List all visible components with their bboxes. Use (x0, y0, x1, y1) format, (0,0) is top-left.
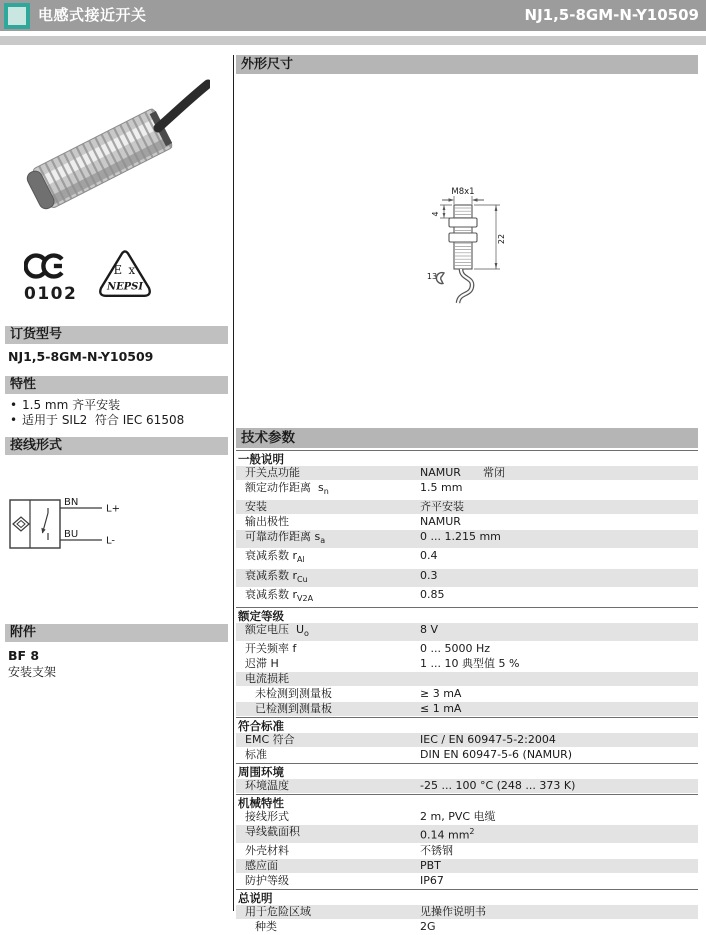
tech-subsection-title: 总说明 (236, 889, 698, 905)
tech-subsection-title: 周围环境 (236, 763, 698, 779)
spec-row (236, 549, 698, 568)
spec-row (236, 920, 698, 935)
spec-label: 感应面 (245, 858, 278, 872)
nepsi-label: NEPSI (106, 281, 144, 293)
spec-value: 0.3 (420, 568, 438, 582)
accessories-section-heading: 附件 (5, 624, 228, 642)
spec-value: 2 m, PVC 电缆 (420, 810, 496, 824)
dim-front-label: 4 (431, 211, 440, 217)
spec-value: IEC / EN 60947-5-2:2004 (420, 733, 556, 747)
spec-value: 见操作说明书 (420, 904, 486, 918)
spec-label: 未检测到测量板 (255, 687, 332, 701)
tech-subsection-title: 机械特性 (236, 794, 698, 810)
spec-row (236, 702, 698, 717)
spec-row (236, 733, 698, 748)
spec-value: 2G (420, 919, 436, 933)
spec-value: 8 V (420, 622, 439, 636)
spec-row (236, 642, 698, 657)
spec-value: 0.4 (420, 549, 438, 563)
terminal-label-lminus: L- (106, 535, 116, 547)
spec-row (236, 779, 698, 794)
spec-value: 0.85 (420, 587, 445, 601)
tech-subsection-title: 一般说明 (236, 450, 698, 466)
spec-label: 衰减系数 $r_{Al}$ (245, 549, 305, 565)
spec-value: -25 ... 100 °C (248 ... 373 K) (420, 779, 576, 793)
spec-value: 1 ... 10 典型值 5 % (420, 657, 520, 671)
spec-label: 衰减系数 $r_{V2A}$ (245, 587, 314, 603)
spec-row (236, 500, 698, 515)
column-divider (233, 55, 234, 911)
hex-nut (449, 233, 477, 242)
spec-label: 额定电压 $U_o$ (245, 622, 309, 639)
spec-label: 标准 (245, 748, 267, 762)
switch-symbol-icon (43, 508, 49, 540)
spec-row (236, 905, 698, 920)
spec-label: 开关频率 f (245, 642, 297, 656)
spec-row (236, 657, 698, 672)
spec-row (236, 844, 698, 859)
spec-value: 0 ... 5000 Hz (420, 642, 491, 656)
brand-square-icon (4, 3, 30, 29)
spec-label: 可靠动作距离 $s_a$ (245, 530, 326, 546)
tech-table (236, 450, 698, 935)
wire-label-bu: BU (64, 529, 79, 540)
spec-value: ≥ 3 mA (420, 687, 462, 701)
ce-mark-icon (24, 252, 66, 280)
dimension-drawing (402, 185, 542, 317)
spec-label: 衰减系数 $r_{Cu}$ (245, 568, 308, 584)
features-list (8, 398, 224, 428)
spec-row (236, 672, 698, 687)
spec-row (236, 859, 698, 874)
feature-item: • 适用于 SIL2 符合 IEC 61508 (8, 413, 224, 428)
spec-label: 迟滞 H (245, 657, 279, 671)
spec-row (236, 825, 698, 844)
spec-label: 安装 (245, 500, 267, 514)
spec-label: 接线形式 (245, 810, 289, 824)
spec-label: 防护等级 (245, 873, 289, 887)
ce-notified-body-number: 0102 (24, 284, 78, 304)
spec-row (236, 515, 698, 530)
spec-value: 齐平安装 (420, 500, 464, 514)
spec-label: 输出极性 (245, 515, 289, 529)
spec-value: 0 ... 1.215 mm (420, 530, 501, 544)
dim-length-label: 22 (497, 233, 506, 245)
spec-row (236, 623, 698, 642)
spec-row (236, 748, 698, 763)
ex-label: E x (113, 263, 137, 278)
spec-row (236, 588, 698, 607)
accessory-description: 安装支架 (8, 665, 57, 679)
wiring-diagram (6, 494, 138, 556)
spec-value: 1.5 mm (420, 481, 463, 494)
spec-label: 种类 (255, 919, 277, 933)
header-bar (0, 0, 706, 31)
dim-wrench-label: 13 (426, 272, 438, 281)
wire-label-bn: BN (64, 497, 79, 508)
dimensions-section-heading: 外形尺寸 (236, 55, 698, 74)
spec-value (420, 672, 698, 686)
cable (158, 84, 208, 128)
spec-row (236, 874, 698, 889)
spec-label: 导线截面积 (245, 825, 300, 839)
spec-label: 已检测到测量板 (255, 702, 332, 716)
spec-value: ≤ 1 mA (420, 702, 462, 716)
order-section-heading: 订货型号 (5, 326, 228, 344)
spec-value: NAMUR 常闭 (420, 466, 505, 479)
spec-value: IP67 (420, 873, 444, 887)
spec-value: NAMUR (420, 515, 461, 529)
wrench-icon (436, 273, 444, 284)
order-number: NJ1,5-8GM-N-Y10509 (8, 349, 154, 364)
feature-item: • 1.5 mm 齐平安装 (8, 398, 224, 413)
features-section-heading: 特性 (5, 376, 228, 394)
tech-section-heading: 技术参数 (236, 428, 698, 448)
spec-row (236, 687, 698, 702)
terminal-label-lplus: L+ (106, 503, 120, 515)
spec-label: 用于危险区域 (245, 904, 311, 918)
spec-value: 0.14 $mm^2$ (420, 827, 475, 842)
spec-label: 外壳材料 (245, 843, 289, 857)
spec-row (236, 530, 698, 549)
spec-label: 电流损耗 (245, 672, 289, 686)
sensor-symbol-icon (13, 517, 29, 531)
spec-value: DIN EN 60947-5-6 (NAMUR) (420, 748, 573, 762)
spec-label: 额定动作距离 $s_n$ (245, 481, 329, 497)
thread-size-label: M8x1 (451, 187, 475, 197)
spec-row (236, 466, 698, 481)
spec-value: 不锈钢 (420, 843, 453, 857)
page-title: 电感式接近开关 (38, 6, 147, 24)
header-subbar (0, 36, 706, 45)
accessory-model: BF 8 (8, 648, 40, 663)
spec-value: PBT (420, 858, 441, 872)
nepsi-ex-mark-icon (96, 247, 154, 303)
spec-label: 开关点功能 (245, 466, 300, 479)
spec-row (236, 481, 698, 500)
product-code: NJ1,5-8GM-N-Y10509 (524, 6, 699, 24)
spec-label: 环境温度 (245, 779, 289, 793)
spec-row (236, 569, 698, 588)
product-photo (8, 62, 210, 234)
spec-label: EMC 符合 (245, 733, 295, 747)
tech-subsection-title: 额定等级 (236, 607, 698, 623)
connection-section-heading: 接线形式 (5, 437, 228, 455)
hex-nut (449, 218, 477, 227)
tech-subsection-title: 符合标准 (236, 717, 698, 733)
spec-row (236, 810, 698, 825)
